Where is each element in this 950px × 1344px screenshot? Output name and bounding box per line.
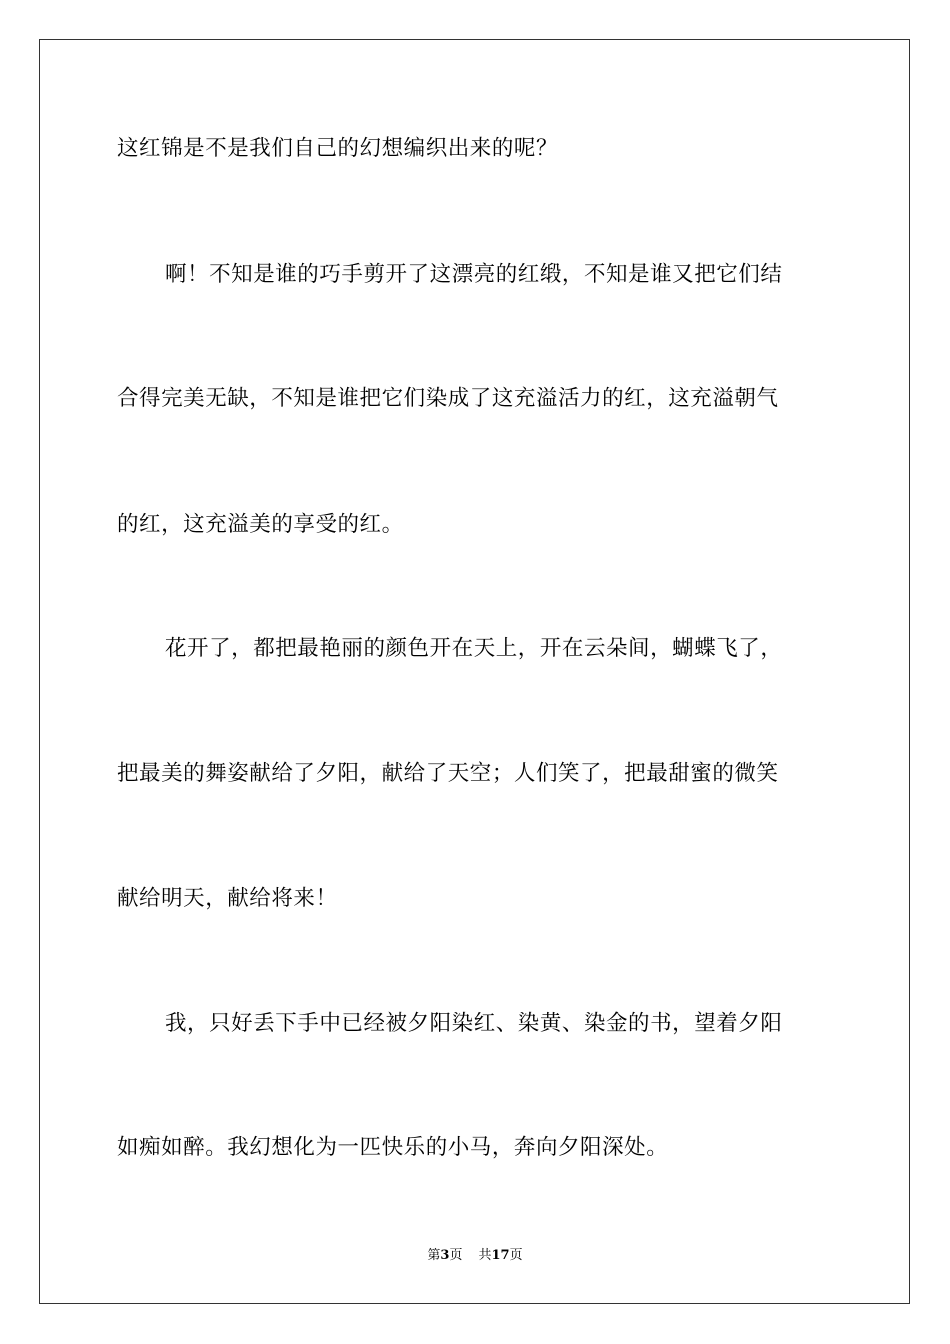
total-suffix: 页: [509, 1248, 523, 1263]
page-prefix: 第: [427, 1248, 441, 1263]
page-border: [39, 39, 910, 1304]
text-line: 合得完美无缺，不知是谁把它们染成了这充溢活力的红，这充溢朝气: [117, 386, 779, 411]
text-line: 我，只好丢下手中已经被夕阳染红、染黄、染金的书，望着夕阳: [165, 1011, 783, 1036]
text-line: 的红，这充溢美的享受的红。: [117, 512, 404, 537]
text-line: 把最美的舞姿献给了夕阳，献给了天空；人们笑了，把最甜蜜的微笑: [117, 761, 779, 786]
text-line: 如痴如醉。我幻想化为一匹快乐的小马，奔向夕阳深处。: [117, 1135, 669, 1160]
text-line: 献给明天，献给将来！: [117, 886, 338, 911]
text-line: 这红锦是不是我们自己的幻想编织出来的呢？: [117, 136, 559, 161]
text-line: 花开了，都把最艳丽的颜色开在天上，开在云朵间，蝴蝶飞了，: [165, 636, 783, 661]
text-line: 啊！不知是谁的巧手剪开了这漂亮的红缎，不知是谁又把它们结: [165, 262, 783, 287]
total-prefix: 共: [478, 1248, 492, 1263]
page-number: 3: [440, 1248, 450, 1263]
page-suffix: 页: [449, 1248, 463, 1263]
total-pages: 17: [491, 1248, 510, 1263]
page-footer: [0, 1246, 950, 1266]
